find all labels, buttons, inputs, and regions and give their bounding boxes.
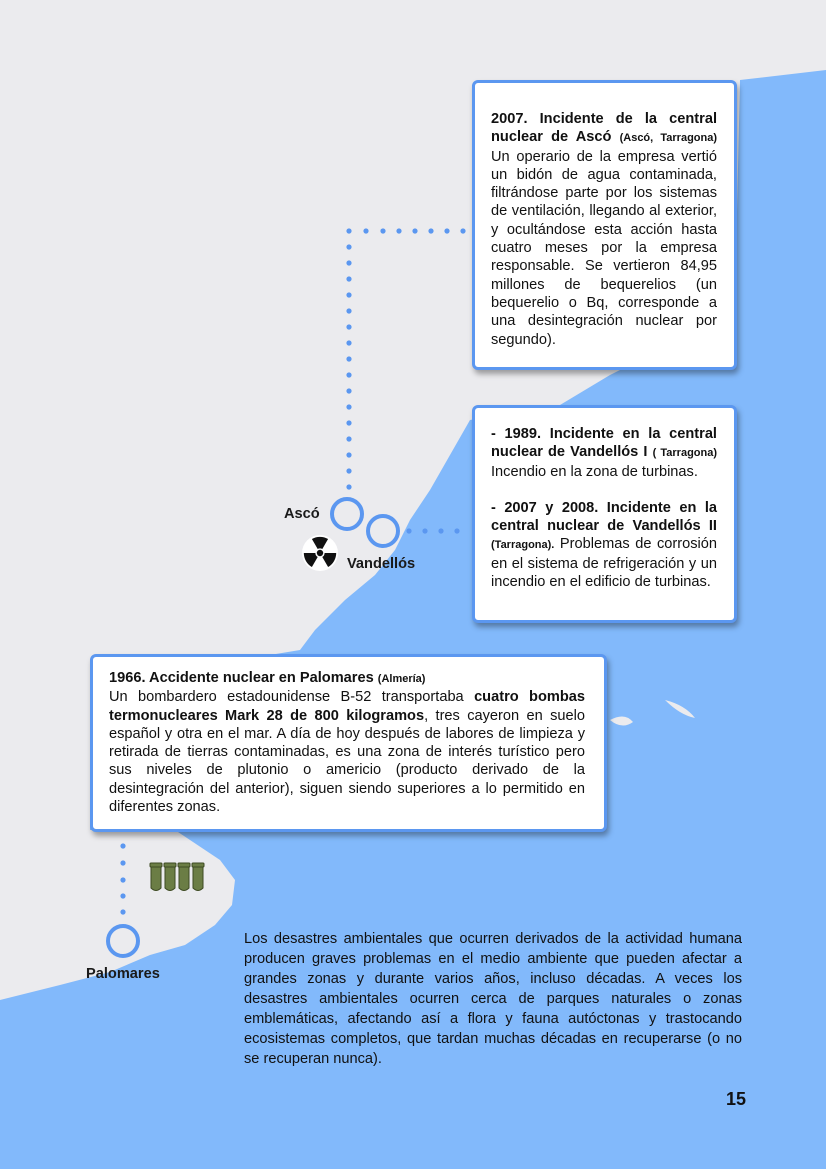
- palomares-place: (Almería): [377, 673, 426, 685]
- vandellos-item-2-place: (Tarragona).: [491, 539, 555, 552]
- info-box-asco: [472, 80, 737, 370]
- vandellos-item-1-title: - 1989. Incidente en la central nuclear de Vandellós I: [491, 426, 717, 461]
- info-box-vandellos: [472, 405, 737, 623]
- vandellos-item-1-place: ( Tarragona): [652, 447, 718, 460]
- palomares-body-start: Un bombardero estadounidense B-52 transportaba: [109, 689, 475, 706]
- info-box-palomares: [90, 654, 607, 832]
- vandellos-item-2-title: - 2007 y 2008. Incidente en la central nuclear de Vandellós II: [491, 499, 717, 535]
- map-label-palomares: Palomares: [86, 966, 160, 982]
- palomares-body-bold: cuatro bombas termonucleares Mark 28 de 800 kilogramos: [109, 689, 585, 724]
- palomares-title: 1966. Accidente nuclear en Palomares: [109, 670, 374, 686]
- vandellos-item-1: [491, 425, 717, 481]
- vandellos-item-2: [491, 499, 717, 591]
- asco-text: [491, 110, 717, 349]
- intro-paragraph: Los desastres ambientales que ocurren derivados de la actividad humana producen graves problemas en el medio ambiente que pueden afectar a grandes zonas y durante varios años, incluso décadas. A veces los desastres ambientales ocurren cerca de parques naturales o zonas emblemáticas, afectando así a flora y fauna autóctonas y trastocando ecosistemas completos, que tardan muchas décadas en recuperarse (o no se recuperan nunca).: [244, 931, 742, 1067]
- vandellos-item-1-body: Incendio en la zona de turbinas.: [491, 463, 698, 480]
- map-label-asco: Ascó: [284, 506, 320, 522]
- palomares-body-end: , tres cayeron en suelo español y otra en el mar. A día de hoy después de labores de limpieza y retirada de tierras contaminadas, es una zona de interés turístico pero sus niveles de plutonio o americio (producto derivado de la desintegración del anterior), siguen siendo superiores a lo permitido en diferentes zonas.: [109, 707, 585, 816]
- page-number: 15: [726, 1089, 747, 1109]
- vandellos-item-2-body: Problemas de corrosión en el sistema de refrigeración y un incendio en el edificio de turbinas.: [491, 536, 717, 591]
- map-label-vandellos: Vandellós: [347, 556, 416, 572]
- palomares-text: [109, 669, 585, 816]
- asco-body: Un operario de la empresa vertió un bidón de agua contaminada, filtrándose parte por los sistemas de ventilación, llegando al exterior, y ocultándose esta acción hasta cuatro meses por la empresa responsable. Se vertieron 84,95 millones de bequerelios (un bequerelio o Bq, corresponde a una desintegración nuclear por segundo).: [491, 148, 717, 348]
- asco-title: 2007. Incidente de la central nuclear de Ascó: [491, 111, 717, 146]
- asco-place: (Ascó, Tarragona): [619, 132, 718, 145]
